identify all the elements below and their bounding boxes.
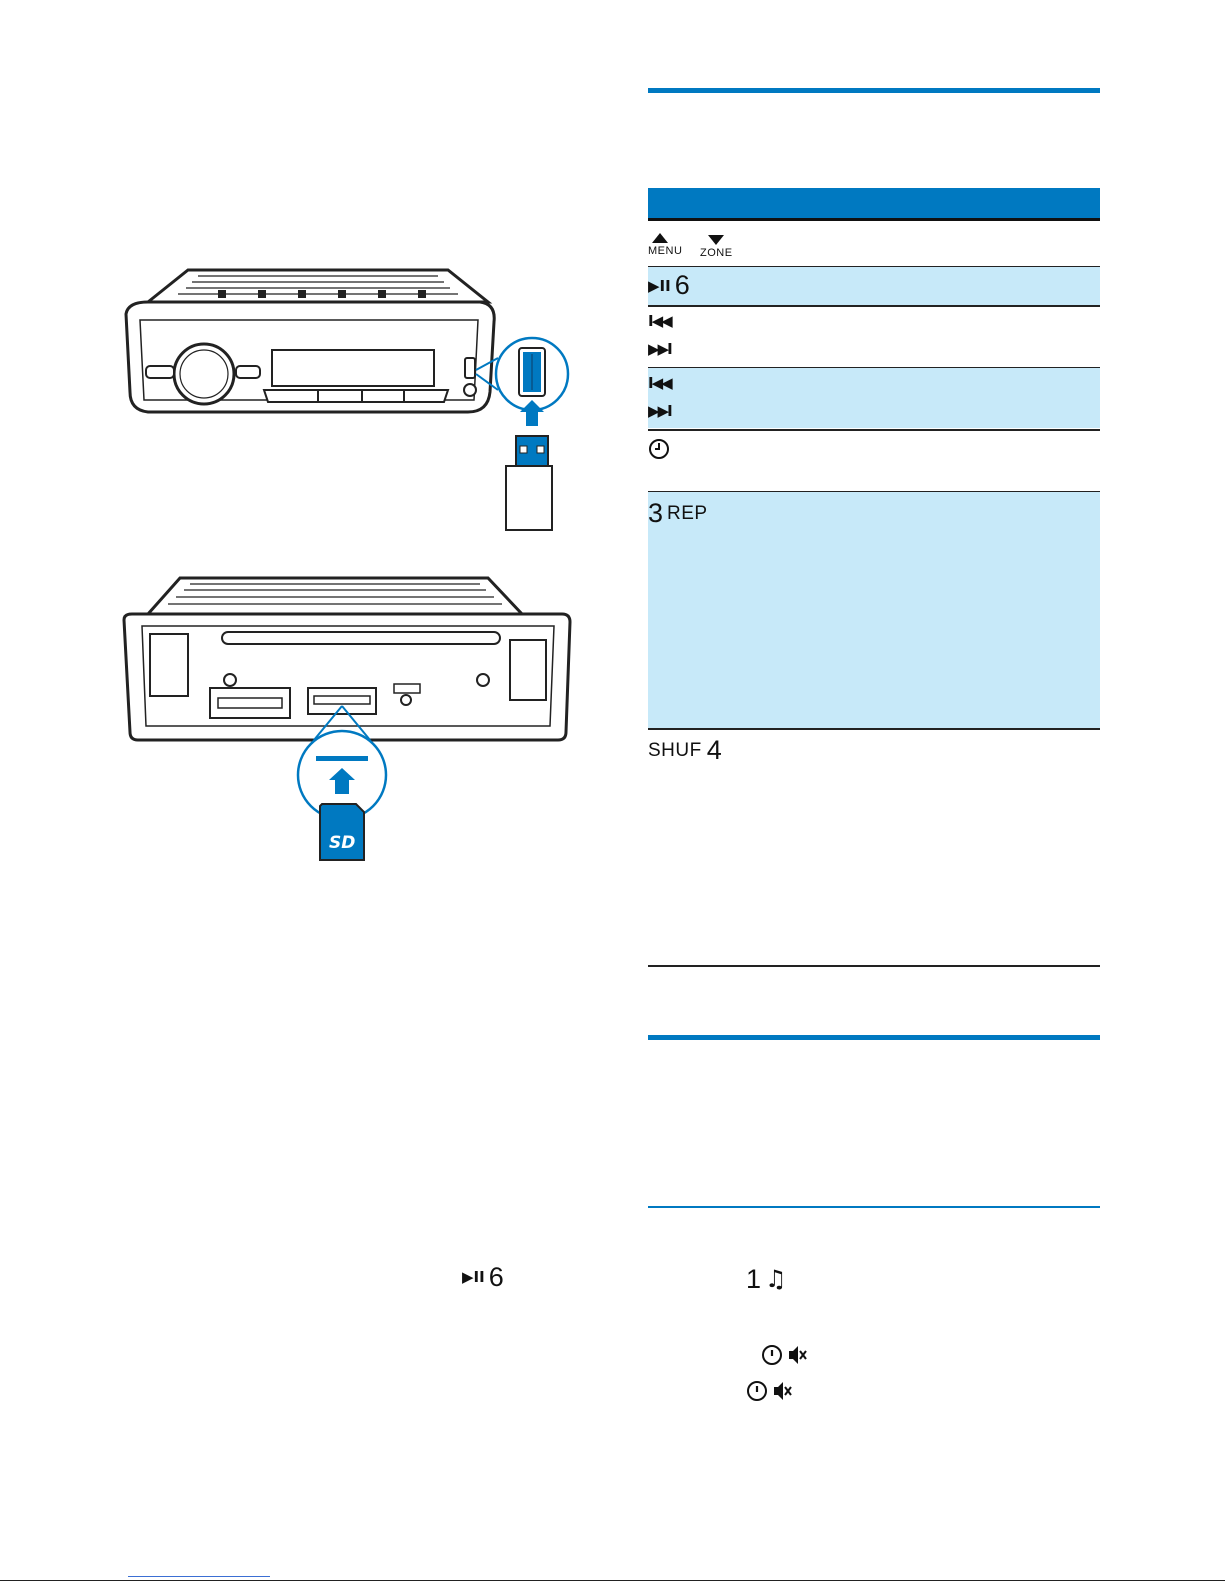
shuffle-label: SHUF — [648, 739, 702, 761]
triangle-up-icon — [648, 231, 688, 245]
table-row-menu-zone — [648, 221, 1100, 266]
table-row-shuffle — [648, 729, 1100, 965]
menu-label: MENU — [648, 245, 683, 257]
preset-number: 6 — [488, 1261, 504, 1292]
table-row-repeat — [648, 492, 1100, 728]
table-row-skip-folder — [648, 368, 1100, 428]
repeat-key — [648, 500, 708, 527]
car-stereo-rear-illustration — [118, 570, 583, 865]
music-note-icon: ♫ — [765, 1265, 787, 1293]
preset-number: 1 — [746, 1263, 762, 1294]
car-stereo-front-illustration — [118, 262, 578, 537]
svg-text:SD: SD — [329, 833, 356, 853]
subsection-rule — [648, 1206, 1100, 1208]
repeat-label: REP — [667, 502, 708, 524]
triangle-down-icon — [700, 233, 740, 247]
table-header — [648, 188, 1100, 218]
up-arrow-key — [648, 231, 688, 257]
page-bottom-rule — [0, 1580, 1225, 1581]
power-mute-icon — [746, 1378, 798, 1404]
next-icon: ▶▶I — [648, 340, 671, 358]
table-row-play-pause — [648, 267, 1100, 305]
preset-1-music-symbol — [746, 1265, 787, 1293]
play-pause-icon: ▶II — [462, 1268, 485, 1286]
down-arrow-key — [700, 233, 740, 259]
power-mute-icon — [761, 1342, 813, 1368]
zone-label: ZONE — [700, 247, 733, 259]
table-bottom-rule — [648, 965, 1100, 967]
play-pause-6-symbol — [462, 1262, 504, 1292]
clock-icon — [648, 438, 672, 462]
preset-number: 3 — [648, 498, 664, 528]
preset-number: 4 — [706, 735, 722, 765]
next-icon: ▶▶I — [648, 402, 671, 420]
section-rule-middle — [648, 1035, 1100, 1040]
table-row-skip — [648, 306, 1100, 366]
previous-icon: I◀◀ — [648, 312, 671, 330]
table-row-clock — [648, 430, 1100, 492]
footer-link-underline — [128, 1576, 270, 1577]
play-pause-icon: ▶II — [648, 276, 671, 295]
previous-icon: I◀◀ — [648, 374, 671, 392]
play-pause-6-symbol — [648, 272, 690, 299]
section-rule-top — [648, 88, 1100, 93]
shuffle-key — [648, 737, 722, 764]
preset-number: 6 — [674, 270, 690, 300]
